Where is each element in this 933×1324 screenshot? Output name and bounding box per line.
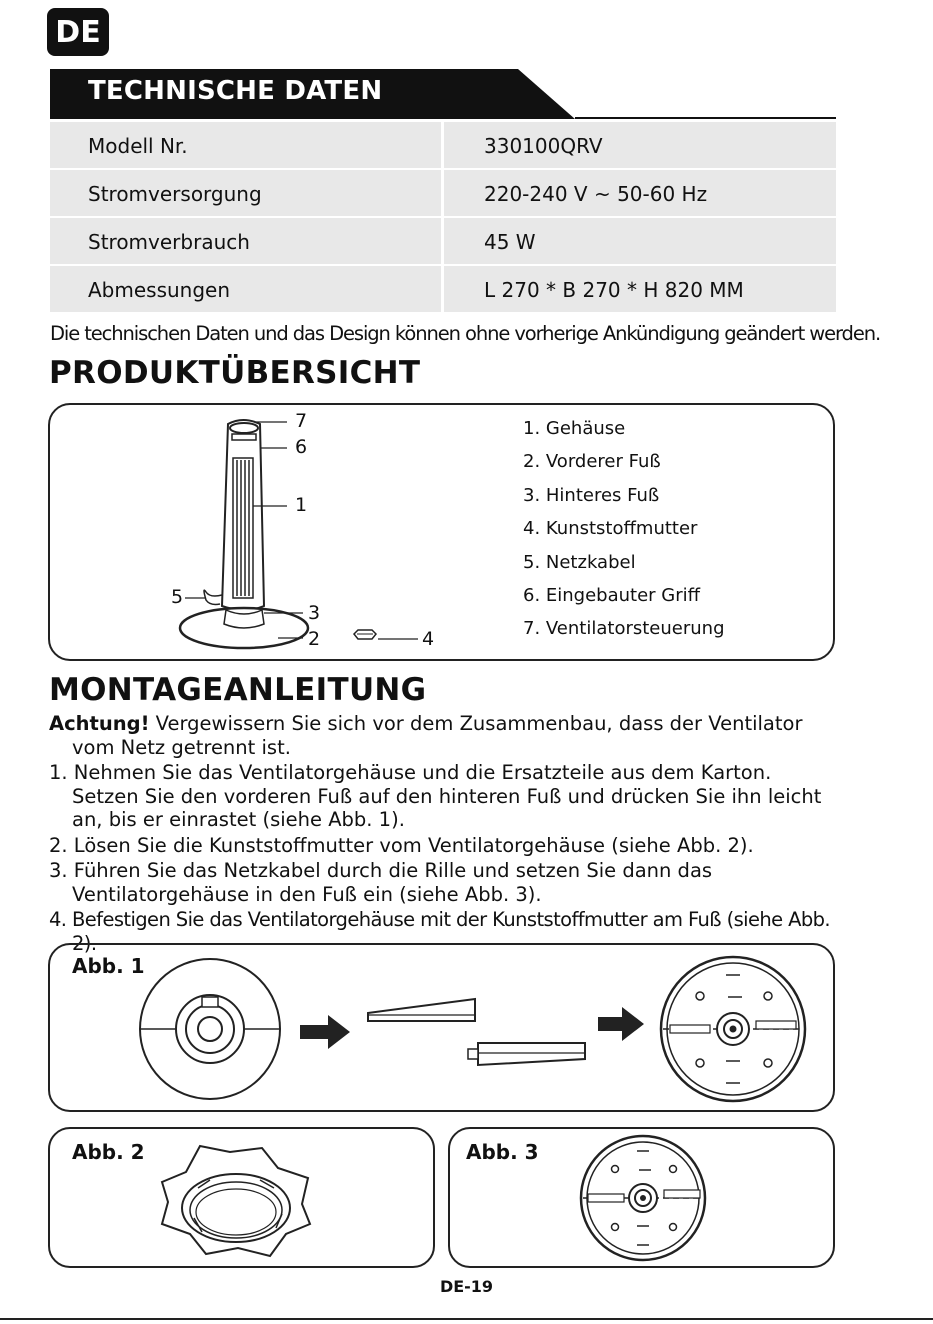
list-item: 7. Ventilatorsteuerung [523,618,725,640]
assembly-step: 3. Führen Sie das Netzkabel durch die Rille und setzen Sie dann das Ventilatorgehäuse in den Fuß ein (siehe Abb. 3). [49,859,713,906]
spec-label: Stromversorgung [50,170,441,216]
spec-row [50,266,836,312]
assembly-title: MONTAGEANLEITUNG [49,672,427,708]
plastic-nut-illustration [150,1138,320,1262]
list-item: 3. Hinteres Fuß [523,484,660,506]
spec-title: TECHNISCHE DATEN [88,76,383,106]
spec-disclaimer: Die technischen Daten und das Design können ohne vorherige Ankündigung geändert werden. [50,322,881,345]
spec-label: Stromverbrauch [50,218,441,264]
figure-3-label: Abb. 3 [466,1140,539,1164]
callout-4: 4 [422,628,435,650]
warning-text: Vergewissern Sie sich vor dem Zusammenbau, dass der Ventilator vom Netz getrennt ist. [72,712,803,759]
parts-list [523,418,725,652]
list-item: 6. Eingebauter Griff [523,584,701,606]
warning-label: Achtung! [49,712,150,735]
callout-6: 6 [295,436,308,458]
spec-value: 45 W [444,218,836,264]
footer-rule [0,1318,933,1320]
assembly-instructions [49,712,839,957]
callout-1: 1 [295,494,308,516]
spec-row [50,122,836,168]
spec-value: L 270 * B 270 * H 820 MM [444,266,836,312]
callout-3: 3 [308,602,321,624]
overview-title: PRODUKTÜBERSICHT [49,355,421,391]
figure-1-label: Abb. 1 [72,954,145,978]
spec-row [50,218,836,264]
callout-7: 7 [295,410,308,432]
page-number: DE-19 [439,1277,494,1296]
spec-label: Modell Nr. [50,122,441,168]
language-badge: DE [47,8,109,56]
assembly-step: 2. Lösen Sie die Kunststoffmutter vom Ventilatorgehäuse (siehe Abb. 2). [49,833,754,857]
spec-value: 330100QRV [444,122,836,168]
assembly-step: 4. Befestigen Sie das Ventilatorgehäuse mit der Kunststoffmutter am Fuß (siehe Abb. 2). [49,908,831,955]
callout-5: 5 [171,586,184,608]
figure-1-illustration [130,955,820,1105]
assembly-step: 1. Nehmen Sie das Ventilatorgehäuse und die Ersatzteile aus dem Karton. Setzen Sie den vorderen Fuß auf den hinteren Fuß und drücken Sie ihn leicht an, bis er einrastet (siehe Abb. 1). [49,761,822,831]
spec-value: 220-240 V ~ 50-60 Hz [444,170,836,216]
spec-row [50,170,836,216]
callout-2: 2 [308,628,321,650]
list-item: 1. Gehäuse [523,418,626,439]
warning-paragraph [49,712,839,759]
list-item: 4. Kunststoffmutter [523,518,698,540]
figure-2-label: Abb. 2 [72,1140,145,1164]
spec-label: Abmessungen [50,266,441,312]
list-item: 5. Netzkabel [523,551,636,573]
list-item: 2. Vorderer Fuß [523,451,661,473]
base-top-illustration [578,1133,708,1263]
